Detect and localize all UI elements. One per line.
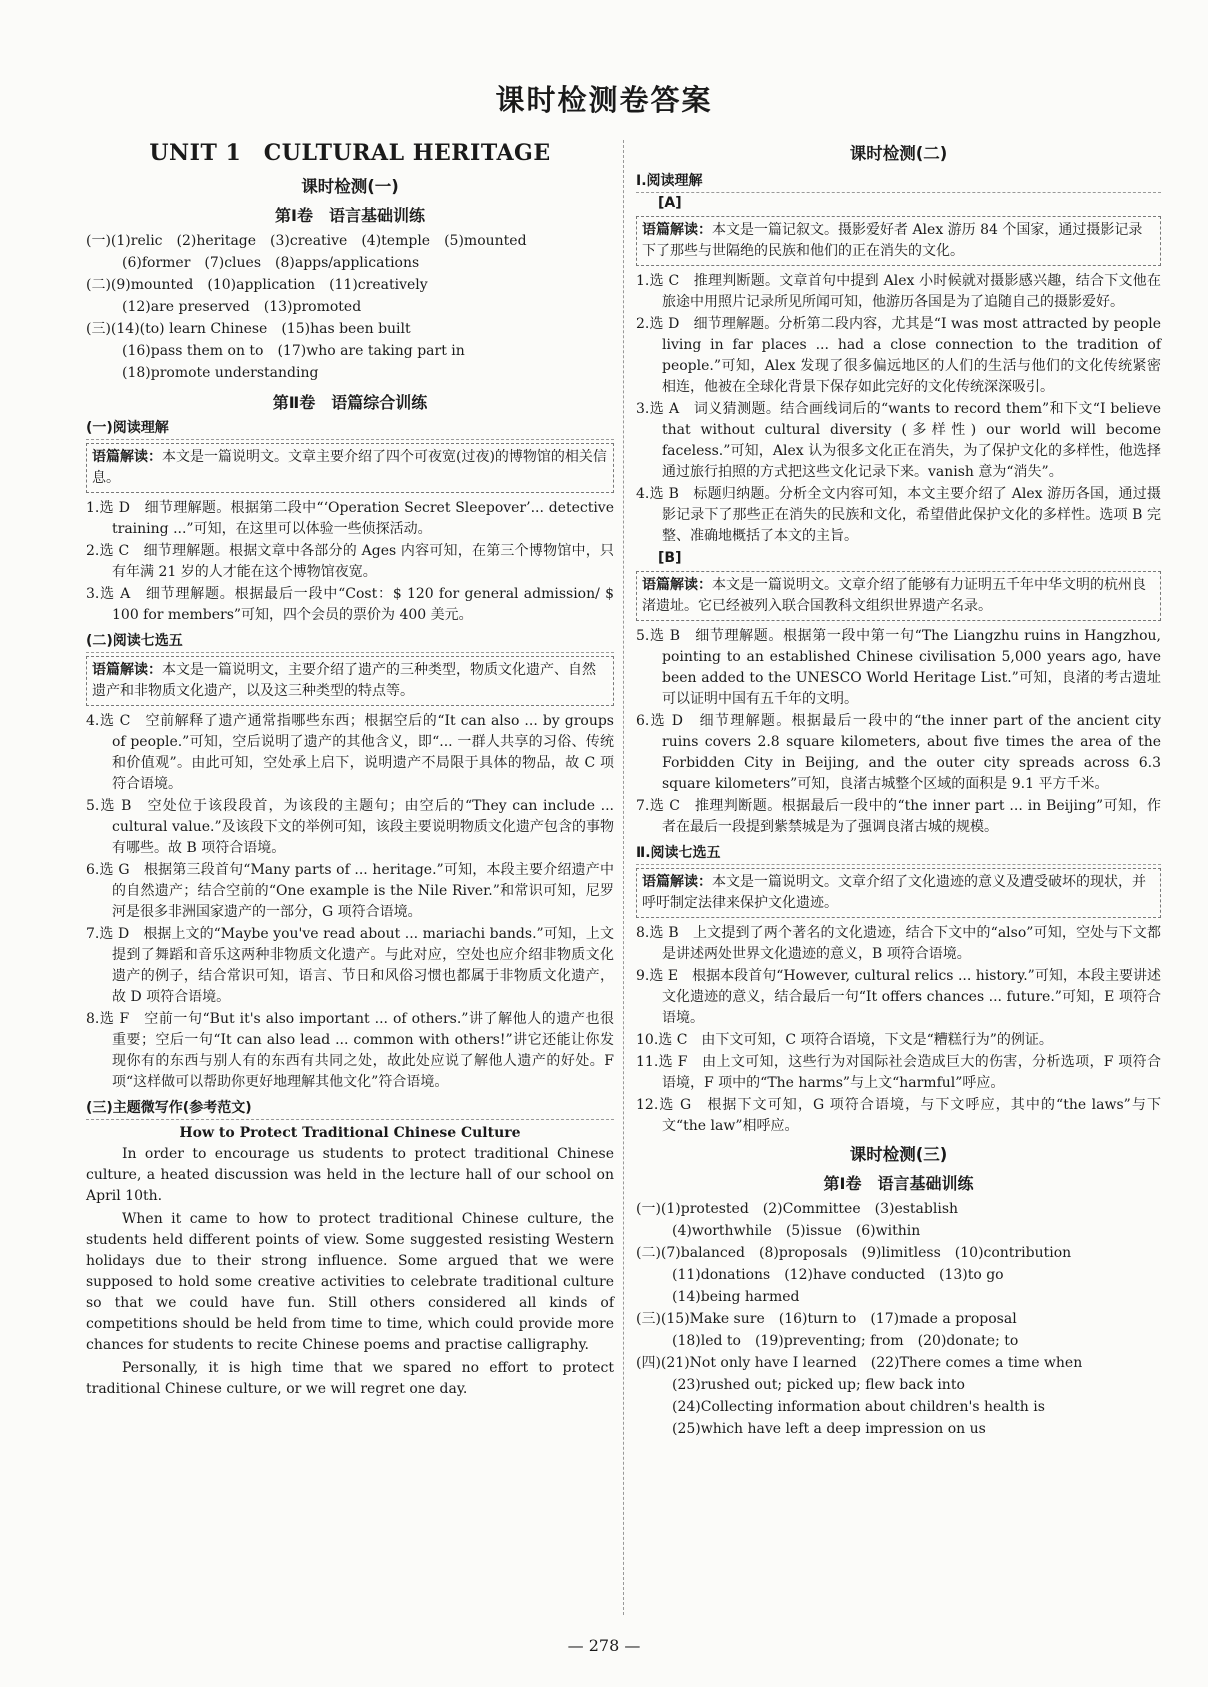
writing-section-title: (三)主题微写作(参考范文) (86, 1097, 614, 1120)
answer-item: 2.选 C 细节理解题。根据文章中各部分的 Ages 内容可知，在第三个博物馆中，只有年满 21 岁的人才能在这个博物馆夜宽。 (86, 543, 614, 580)
answer-item: 5.选 B 空处位于该段段首，为该段的主题句；由空后的“They can include ... cultural value.”及该段下文的举例可知，该段主要说明物质文化遗产包含的事物有哪些。故 B 项符合语境。 (86, 798, 614, 856)
answer-item: 7.选 D 根据上文的“Maybe you've read about ... mariachi bands.”可知，上文提到了舞蹈和音乐这两种非物质文化遗产。与此对应，空处也应介绍非物质文化遗产的例子，结合常识可知，语言、节日和风俗习惯也都属于非物质文化遗产，故 D 项符合语境。 (86, 926, 614, 1005)
analysis-label: 语篇解读： (92, 449, 162, 465)
essay-paragraph: Personally, it is high time that we spared no effort to protect traditional Chinese culture, or we will regret one day. (86, 1360, 614, 1397)
essay-title: How to Protect Traditional Chinese Culture (179, 1125, 521, 1141)
page-title: 课时检测卷答案 (495, 83, 713, 117)
analysis-text: 本文是一篇说明文，主要介绍了遗产的三种类型，物质文化遗产、自然遗产和非物质文化遗产，以及这三种类型的特点等。 (92, 662, 596, 699)
passage-a-analysis-box (636, 216, 1161, 266)
essay-paragraph: When it came to how to protect traditional Chinese culture, the students held different points of view. Some suggested resisting Western holidays due to their strong influence. Some argued that we were supposed to hold some creative activities to celebrate traditional culture so that we could have fun. Still others considered all kinds of competitions should be held from time to time, which could provide more chances for students to recite Chinese poems and practise calligraphy. (86, 1211, 614, 1353)
analysis-text: 本文是一篇记叙文。摄影爱好者 Alex 游历 84 个国家，通过摄影记录下了那些与世隔绝的民族和他们的正在消失的文化。 (642, 222, 1143, 259)
answer-line: (三)(15)Make sure (16)turn to (17)made a proposal (636, 1311, 1017, 1327)
passage-b-marker: [B] (658, 550, 682, 566)
analysis-label: 语篇解读： (642, 874, 712, 890)
answer-item: 1.选 D 细节理解题。根据第二段中“‘Operation Secret Sleepover’... detective training ...”可知，在这里可以体验一些侦探活动。 (86, 500, 614, 537)
answer-item: 10.选 C 由下文可知，C 项符合语境，下文是“糟糕行为”的例证。 (636, 1032, 1053, 1048)
seven-analysis-box (636, 868, 1161, 918)
analysis-text: 本文是一篇说明文。文章主要介绍了四个可夜宽(过夜)的博物馆的相关信息。 (92, 449, 607, 486)
answer-line: (18)promote understanding (122, 365, 319, 381)
part1-title: 第Ⅰ卷 语言基础训练 (823, 1174, 974, 1193)
answer-item: 3.选 A 细节理解题。根据最后一段中“Cost：$ 120 for general admission/ $ 100 for members”可知，四个会员的票价为 400 美元。 (86, 586, 614, 623)
answer-line: (23)rushed out; picked up; flew back into (672, 1377, 965, 1393)
answer-line: (一)(1)protested (2)Committee (3)establish (636, 1201, 959, 1217)
analysis-label: 语篇解读： (642, 222, 712, 238)
reading-analysis-box (86, 443, 614, 493)
answer-line: (18)led to (19)preventing; from (20)donate; to (672, 1333, 1019, 1349)
answer-item: 9.选 E 根据本段首句“However, cultural relics ... history.”可知，本段主要讲述文化遗迹的意义，结合最后一句“It offers chances ... future.”可知，E 项符合语境。 (636, 968, 1161, 1026)
analysis-text: 本文是一篇说明文。文章介绍了文化遗迹的意义及遭受破坏的现状，并呼吁制定法律来保护文化遗迹。 (642, 874, 1146, 911)
test3-title: 课时检测(三) (849, 1145, 948, 1164)
seven-analysis-box (86, 656, 614, 706)
answer-line: (24)Collecting information about children's health is (672, 1399, 1045, 1415)
answer-line: (四)(21)Not only have I learned (22)There comes a time when (636, 1355, 1083, 1371)
page-number: — 278 — (567, 1636, 641, 1655)
answer-item: 12.选 G 根据下文可知，G 项符合语境，与下文呼应，其中的“the laws”与下文“the law”相呼应。 (636, 1097, 1161, 1134)
column-divider (623, 140, 624, 1615)
analysis-text: 本文是一篇说明文。文章介绍了能够有力证明五千年中华文明的杭州良渚遗址。它已经被列入联合国教科文组织世界遗产名录。 (642, 577, 1146, 614)
answer-line: (14)being harmed (672, 1289, 800, 1305)
answer-item: 5.选 B 细节理解题。根据第一段中第一句“The Liangzhu ruins in Hangzhou, pointing to an established Chinese civilisation 5,000 years ago, have been added to the UNESCO World Heritage List.”可知，良渚的考古遗址可以证明中国有五千年的文明。 (636, 628, 1161, 707)
answer-line: (4)worthwhile (5)issue (6)within (672, 1223, 921, 1239)
answer-line: (一)(1)relic (2)heritage (3)creative (4)temple (5)mounted (86, 233, 527, 249)
answer-item: 4.选 B 标题归纳题。分析全文内容可知，本文主要介绍了 Alex 游历各国，通过摄影记录下了那些正在消失的民族和文化，希望借此保护文化的多样性。选项 B 完整、准确地概括了本文的主旨。 (636, 486, 1161, 544)
answer-line: (二)(9)mounted (10)application (11)creatively (86, 277, 428, 293)
right-column (636, 136, 1161, 1440)
test2-title: 课时检测(二) (849, 144, 948, 163)
seven-choice-title: Ⅱ.阅读七选五 (636, 842, 1161, 865)
analysis-label: 语篇解读： (642, 577, 712, 593)
answer-line: (25)which have left a deep impression on us (672, 1421, 986, 1437)
answer-line: (6)former (7)clues (8)apps/applications (122, 255, 420, 271)
answer-item: 8.选 F 空前一句“But it's also important ... of others.”讲了解他人的遗产也很重要；空后一句“It can also lead ... common with others!”讲它还能让你发现你有的东西与别人有的东西有共同之处，故此处应说了解他人遗产的好处。F 项“这样做可以帮助你更好地理解其他文化”符合语境。 (86, 1011, 614, 1090)
answer-item: 8.选 B 上文提到了两个著名的文化遗迹，结合下文中的“also”可知，空处与下文都是讲述两处世界文化遗迹的意义，B 项符合语境。 (636, 925, 1161, 962)
answer-line: (三)(14)(to) learn Chinese (15)has been built (86, 321, 411, 337)
seven-choice-title: (二)阅读七选五 (86, 630, 614, 653)
answer-item: 2.选 D 细节理解题。分析第二段内容，尤其是“I was most attracted by people living in far places ... had a close connection to the tradition of people.”可知，Alex 发现了很多偏远地区的人们的生活与他们的文化传统紧密相连，他被在全球化背景下保存如此完好的文化传统深深吸引。 (636, 316, 1161, 395)
part2-title: 第Ⅱ卷 语篇综合训练 (272, 393, 428, 412)
essay-paragraph: In order to encourage us students to protect traditional Chinese culture, a heated discussion was held in the lecture hall of our school on April 10th. (86, 1146, 614, 1204)
answer-line: (12)are preserved (13)promoted (122, 299, 362, 315)
answer-line: (16)pass them on to (17)who are taking part in (122, 343, 465, 359)
test1-title: 课时检测(一) (301, 177, 399, 196)
answer-line: (二)(7)balanced (8)proposals (9)limitless (10)contribution (636, 1245, 1072, 1261)
part1-title: 第Ⅰ卷 语言基础训练 (275, 206, 425, 225)
unit-title: UNIT 1 CULTURAL HERITAGE (149, 140, 551, 166)
answer-item: 7.选 C 推理判断题。根据最后一段中的“the inner part ... in Beijing”可知，作者在最后一段提到紫禁城是为了强调良渚古城的规模。 (636, 798, 1161, 835)
answer-item: 11.选 F 由上文可知，这些行为对国际社会造成巨大的伤害，分析选项，F 项符合语境，F 项中的“The harms”与上文“harmful”呼应。 (636, 1054, 1161, 1091)
analysis-label: 语篇解读： (92, 662, 162, 678)
reading-section-title: Ⅰ.阅读理解 (636, 170, 1161, 193)
answer-item: 3.选 A 词义猜测题。结合画线词后的“wants to record them”和下文“I believe that without cultural diversity (多样性) our world will become faceless.”可知，Alex 认为很多文化正在消失，为了保护文化的多样性，他选择通过旅行拍照的方式把这些文化记录下来。vanish 意为“消失”。 (636, 401, 1161, 480)
left-column (86, 132, 614, 1402)
passage-a-marker: [A] (658, 195, 682, 211)
answer-line: (11)donations (12)have conducted (13)to go (672, 1267, 1004, 1283)
answer-item: 6.选 G 根据第三段首句“Many parts of ... heritage.”可知，本段主要介绍遗产中的自然遗产；结合空前的“One example is the Nile River.”和常识可知，尼罗河是很多非洲国家遗产的一部分，G 项符合语境。 (86, 862, 614, 920)
passage-b-analysis-box (636, 571, 1161, 621)
answer-item: 4.选 C 空前解释了遗产通常指哪些东西；根据空后的“It can also ... by groups of people.”可知，空后说明了遗产的其他含义，即“... 一群人共享的习俗、传统和价值观”。由此可知，空处承上启下，说明遗产不局限于具体的物品，故 C 项符合语境。 (86, 713, 614, 792)
answer-item: 1.选 C 推理判断题。文章首句中提到 Alex 小时候就对摄影感兴趣，结合下文他在旅途中用照片记录所见所闻可知，他游历各国是为了追随自己的摄影爱好。 (636, 273, 1161, 310)
reading-section-title: (一)阅读理解 (86, 417, 614, 440)
answer-item: 6.选 D 细节理解题。根据最后一段中的“the inner part of the ancient city ruins covers 2.8 square kilometers, about five times the area of the Forbidden City in Beijing, and the outer city spreads across 6.3 square kilometers”可知，良渚古城整个区域的面积是 9.1 平方千米。 (636, 713, 1161, 792)
